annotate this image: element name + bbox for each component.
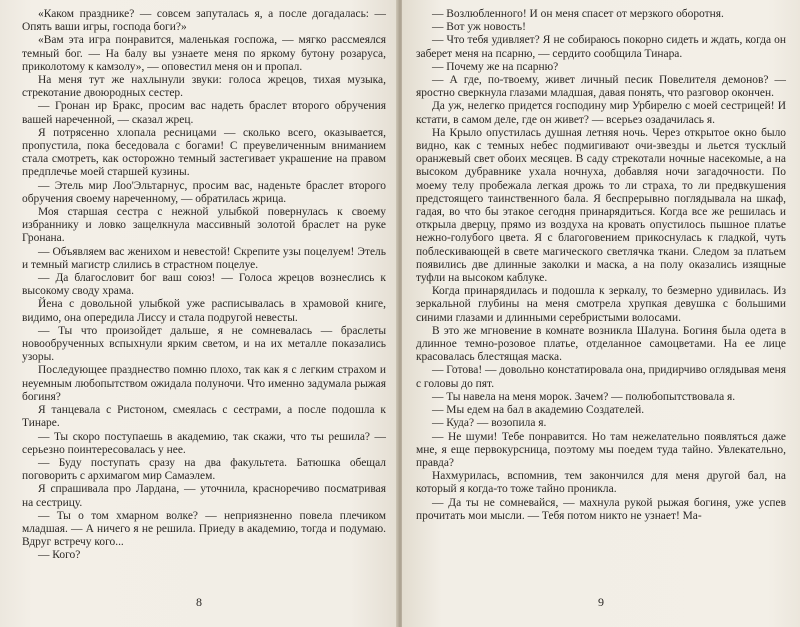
paragraph: — Ты что произойдет дальше, я не сомневалась — браслеты новообрученных вспыхнули ярким светом, и на их металле показались узоры. xyxy=(22,324,386,364)
paragraph: — Не шуми! Тебе понравится. Но там нежелательно появляться даже мне, я еще первокурсница, поэтому мы поедем туда тайно. Увлекательно, правда? xyxy=(416,430,786,469)
paragraph: — Буду поступать сразу на два факультета. Батюшка обещал поговорить с архимагом мир Самаэлем. xyxy=(22,456,386,483)
left-page xyxy=(0,0,398,627)
paragraph: — Возлюбленного! И он меня спасет от мерзкого оборотня. xyxy=(432,8,724,20)
paragraph: — Мы едем на бал в академию Создателей. xyxy=(432,404,645,417)
paragraph: «Вам эта игра понравится, маленькая госпожа, — мягко рассмеялся темный бог. — На балу вы узнаете меня по яркому бутону розарyса, приколотому к камзолу», — оповестил меня он и пропал. xyxy=(22,34,386,73)
paragraph: — Готова! — довольно констатировала она, придирчиво оглядывая меня с головы до пят. xyxy=(416,364,787,390)
paragraph: — Что тебя удивляет? Я не собираюсь покорно сидеть и ждать, когда он заберет меня на псарню, — сердито сообщила Тинара. xyxy=(416,34,786,60)
paragraph: — Вот уж новость! xyxy=(432,21,526,34)
paragraph: В это же мгновение в комнате возникла Шалуна. Богиня была одета в длинное темно-розовое платье, отделанное самоцветами. На ее лице красовалась блестящая маска. xyxy=(416,324,786,364)
paragraph: На меня тут же нахлынули звуки: голоса жрецов, тихая музыка, стрекотание двоюродных сестер. xyxy=(22,74,386,100)
page-number: 8 xyxy=(196,595,202,609)
paragraph: Да уж, нелегко придется господину мир Урбирелю с моей сестрицей! И кстати, в самом деле, где он живет? — всерьез озадачилась я. xyxy=(416,100,786,126)
paragraph: Последующее празднество помню плохо, так как я с легким страхом и неуемным любопытством ожидала полуночи. Что именно задумала рыжая богиня? xyxy=(22,364,386,403)
paragraph: Нахмурилась, вспомнив, тем закончился для меня другой бал, на который я когда-то тоже тайно проникла. xyxy=(416,470,786,496)
page-number: 9 xyxy=(598,595,604,609)
paragraph: На Крыло опустилась душная летняя ночь. Через открытое окно было видно, как с темных небес подмигивают очи-звезды и льется тусклый оранжевый свет обоих месяцев. В саду стрекотали ночные насекомые, а на высоком дубравнике ухала ночнуха, добавляя ночи загадочности. По моему телу пробежала легкая дрожь то ли страха, то ли предвкушения предстоящего таинственного бала. Я беспрерывно поглядывала на шкаф, гадая, во что бы этакое сегодня принарядиться. Когда все же решилась и открыла дверцу, прямо из воздуха на кровать опустилось пышное платье нежно-голубого цвета. Я с благоговением прикоснулась к гладкой, чуть поблескивающей в свете магического светлячка ткани. Следом за платьем появились две длинные заколки и маска, а на полу оказались изящные туфли на высоком каблуке. xyxy=(416,126,786,285)
right-page xyxy=(402,0,800,627)
right-page-text xyxy=(416,8,786,523)
paragraph: — Ты о том хмарном волке? — неприязненно повела плечиком младшая. — А ничего я не решила. Приеду в академию, тогда и подумаю. Вдруг встречу кого... xyxy=(22,509,386,549)
paragraph: — Ты скоро поступаешь в академию, так скажи, что ты решила? — серьезно поинтересовалась у нее. xyxy=(22,430,386,456)
paragraph: Йена с довольной улыбкой уже расписывалась в храмовой книге, видимо, она опередила Лиссу и стала подругой невесты. xyxy=(22,298,386,324)
paragraph: — Гронан ир Бракс, просим вас надеть браслет второго обручения вашей нареченной, — сказал жрец. xyxy=(22,100,386,126)
paragraph: — Куда? — возопила я. xyxy=(432,417,547,430)
paragraph: — Этель мир Лоо'Эльтарнус, просим вас, наденьте браслет второго обручения своему нареченному, — обратилась жрица. xyxy=(22,179,386,205)
paragraph: — Да благословит бог ваш союз! — Голоса жрецов вознеслись к высокому своду храма. xyxy=(22,272,386,298)
paragraph: «Каком празднике? — совсем запуталась я, а после догадалась: — Опять ваши игры, господа боги?» xyxy=(22,8,386,34)
paragraph: — Да ты не сомневайся, — махнула рукой рыжая богиня, уже успев прочитать мои мысли. — Тебя потом никто не узнает! Ма- xyxy=(416,496,786,522)
paragraph: Я потрясенно хлопала ресницами — сколько всего, оказывается, пропустила, пока беседовала с богами! С преувеличенным вниманием стала смотреть, как осторожно темный застегивает украшение на правом предплечье моей старшей кузины. xyxy=(22,126,386,179)
paragraph: Моя старшая сестра с нежной улыбкой повернулась к своему избраннику и ловко защелкнула массивный золотой браслет на руке Гронана. xyxy=(22,206,386,245)
paragraph: — Объявляем вас женихом и невестой! Скрепите узы поцелуем! Этель и темный магистр слились в страстном поцелуе. xyxy=(22,245,386,271)
paragraph: — Ты навела на меня морок. Зачем? — полюбопытствовала я. xyxy=(432,390,736,403)
paragraph: Когда принарядилась и подошла к зеркалу, то безмерно удивилась. Из зеркальной глубины на меня смотрела хрупкая девушка с большими синими глазами и длинными серебристыми волосами. xyxy=(416,285,786,324)
paragraph: Я спрашивала про Лардана, — уточнила, красноречиво посматривая на сестрицу. xyxy=(22,483,386,509)
paragraph: — Кого? xyxy=(38,549,81,562)
paragraph: — Почему же на псарню? xyxy=(432,60,559,73)
paragraph: — А где, по-твоему, живет личный песик Повелителя демонов? — яростно сверкнула глазами младшая, давая понять, что разговор окончен. xyxy=(416,74,786,100)
left-page-text xyxy=(22,8,386,563)
paragraph: Я танцевала с Ристоном, смеялась с сестрами, а после подошла к Тинаре. xyxy=(22,404,386,430)
